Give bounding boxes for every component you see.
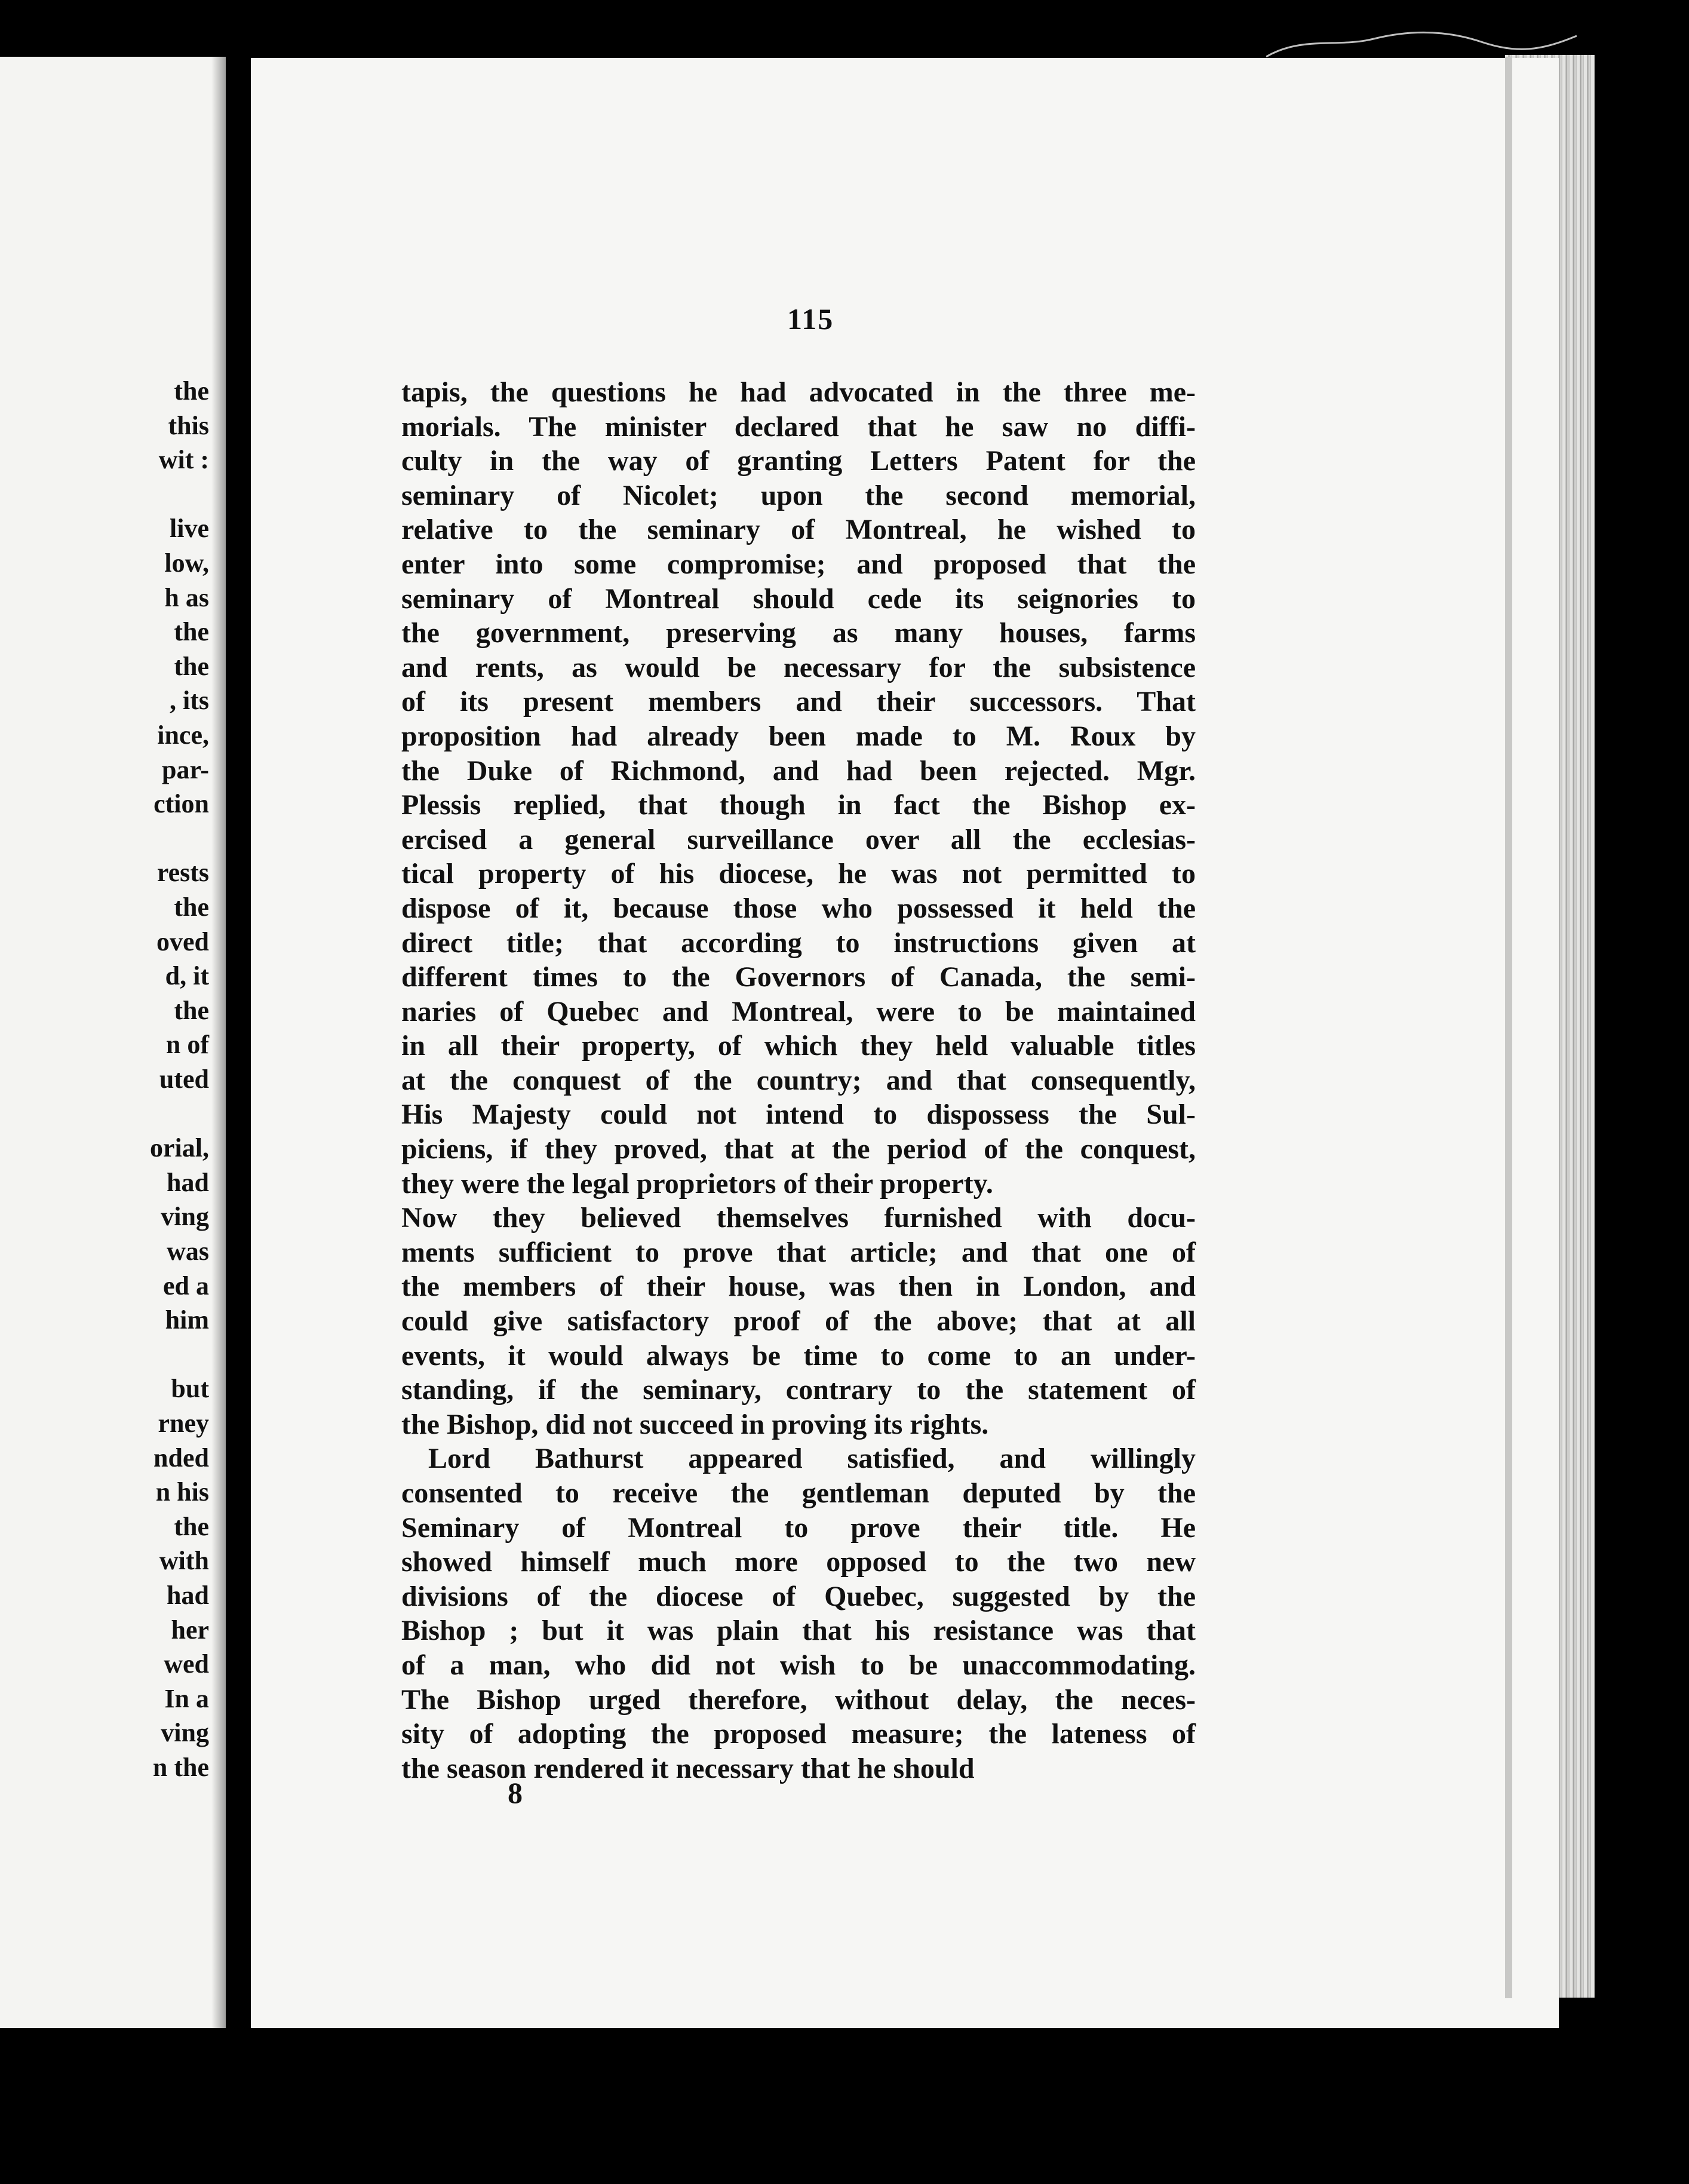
- text-line: Seminary of Montreal to prove their title. He: [401, 1511, 1196, 1544]
- text-line: enter into some compromise; and proposed that the: [401, 548, 1196, 580]
- left-page-line: uted: [159, 1065, 209, 1094]
- text-line: morials. The minister declared that he saw no diffi-: [401, 410, 1196, 443]
- text-line: of its present members and their successors. That: [401, 686, 1196, 718]
- left-page-line: the: [174, 1511, 209, 1541]
- text-line: tapis, the questions he had advocated in the three me-: [401, 376, 1196, 408]
- left-page-line: the: [174, 995, 209, 1025]
- text-line: Plessis replied, that though in fact the Bishop ex-: [401, 789, 1196, 821]
- text-line: dispose of it, because those who possessed it held the: [401, 892, 1196, 924]
- left-page-line: nded: [153, 1443, 209, 1473]
- text-line: Now they believed themselves furnished with docu-: [401, 1202, 1196, 1234]
- text-line: in all their property, of which they held valuable titles: [401, 1030, 1196, 1062]
- left-page-line: ving: [161, 1718, 209, 1748]
- left-page-line: ving: [161, 1202, 209, 1232]
- text-line: seminary of Nicolet; upon the second memorial,: [401, 479, 1196, 511]
- left-page-line: rests: [156, 858, 209, 888]
- left-page-line: n his: [155, 1477, 209, 1507]
- left-page-line: the: [174, 617, 209, 647]
- left-page-line: but: [171, 1374, 209, 1404]
- left-page-line: this: [168, 410, 209, 440]
- left-page-line: par-: [161, 754, 209, 784]
- left-page-line: wed: [164, 1649, 209, 1679]
- text-line: could give satisfactory proof of the above; that at all: [401, 1305, 1196, 1338]
- left-page-line: low,: [164, 548, 209, 578]
- text-line: Lord Bathurst appeared satisfied, and willingly: [428, 1443, 1196, 1475]
- text-line: Bishop ; but it was plain that his resistance was that: [401, 1615, 1196, 1647]
- text-line: standing, if the seminary, contrary to the statement of: [401, 1374, 1196, 1406]
- gutter-shadow: [211, 57, 226, 2028]
- left-page-line: the: [174, 376, 209, 406]
- body-text: [401, 375, 1196, 1786]
- left-page-line: n of: [165, 1030, 209, 1060]
- left-page-line: him: [165, 1305, 209, 1335]
- left-page-line: live: [170, 514, 209, 544]
- left-page-line: was: [167, 1237, 209, 1266]
- left-page-line: rney: [158, 1409, 209, 1438]
- left-page-line: , its: [170, 686, 209, 716]
- left-page-line: orial,: [150, 1133, 209, 1163]
- text-line: different times to the Governors of Canada, the semi-: [401, 961, 1196, 993]
- text-line: relative to the seminary of Montreal, he wished to: [401, 514, 1196, 546]
- left-page-line: had: [167, 1581, 209, 1610]
- left-facing-page: [0, 57, 226, 2028]
- text-line: the members of their house, was then in London, and: [401, 1271, 1196, 1303]
- text-line: sity of adopting the proposed measure; the lateness of: [401, 1718, 1196, 1750]
- left-page-line: d, it: [165, 961, 209, 991]
- text-line: culty in the way of granting Letters Patent for the: [401, 445, 1196, 477]
- text-line: the season rendered it necessary that he should: [401, 1752, 975, 1784]
- text-line: the government, preserving as many houses, farms: [401, 617, 1196, 649]
- text-line: proposition had already been made to M. Roux by: [401, 720, 1196, 752]
- page-number: 115: [787, 302, 834, 336]
- text-line: The Bishop urged therefore, without delay, the neces-: [401, 1683, 1196, 1716]
- left-page-line: h as: [164, 582, 209, 612]
- left-page-line: the: [174, 651, 209, 681]
- text-line: direct title; that according to instructions given at: [401, 927, 1196, 959]
- text-line: and rents, as would be necessary for the subsistence: [401, 651, 1196, 683]
- text-line: ments sufficient to prove that article; and that one of: [401, 1236, 1196, 1268]
- text-line: ercised a general surveillance over all the ecclesias-: [401, 823, 1196, 855]
- text-line: of a man, who did not wish to be unaccommodating.: [401, 1649, 1196, 1681]
- text-line: naries of Quebec and Montreal, were to be maintained: [401, 995, 1196, 1027]
- left-page-line: wit :: [158, 445, 209, 475]
- text-line: the Bishop, did not succeed in proving its rights.: [401, 1408, 989, 1440]
- left-page-line: the: [174, 892, 209, 922]
- left-page-line: with: [159, 1546, 209, 1576]
- page-edge-front: [1505, 57, 1512, 1998]
- text-line: at the conquest of the country; and that consequently,: [401, 1064, 1196, 1096]
- text-line: seminary of Montreal should cede its seignories to: [401, 582, 1196, 615]
- text-line: divisions of the diocese of Quebec, suggested by the: [401, 1580, 1196, 1612]
- text-line: the Duke of Richmond, and had been rejected. Mgr.: [401, 754, 1196, 787]
- text-line: tical property of his diocese, he was not permitted to: [401, 858, 1196, 890]
- left-page-line: ince,: [157, 720, 209, 750]
- left-page-line: ed a: [163, 1271, 209, 1300]
- text-line: His Majesty could not intend to dispossess the Sul-: [401, 1099, 1196, 1131]
- text-line: consented to receive the gentleman deputed by the: [401, 1477, 1196, 1509]
- left-page-line: had: [167, 1167, 209, 1197]
- text-line: events, it would always be time to come to an under-: [401, 1339, 1196, 1372]
- left-page-line: n the: [152, 1753, 209, 1782]
- left-page-line: In a: [164, 1683, 209, 1713]
- left-page-line: her: [171, 1615, 209, 1645]
- text-line: showed himself much more opposed to the two new: [401, 1546, 1196, 1578]
- signature-mark: 8: [508, 1776, 523, 1809]
- text-line: piciens, if they proved, that at the period of the conquest,: [401, 1133, 1196, 1165]
- text-line: they were the legal proprietors of their property.: [401, 1167, 993, 1200]
- left-page-line: ction: [153, 789, 209, 819]
- left-page-line: oved: [156, 927, 209, 956]
